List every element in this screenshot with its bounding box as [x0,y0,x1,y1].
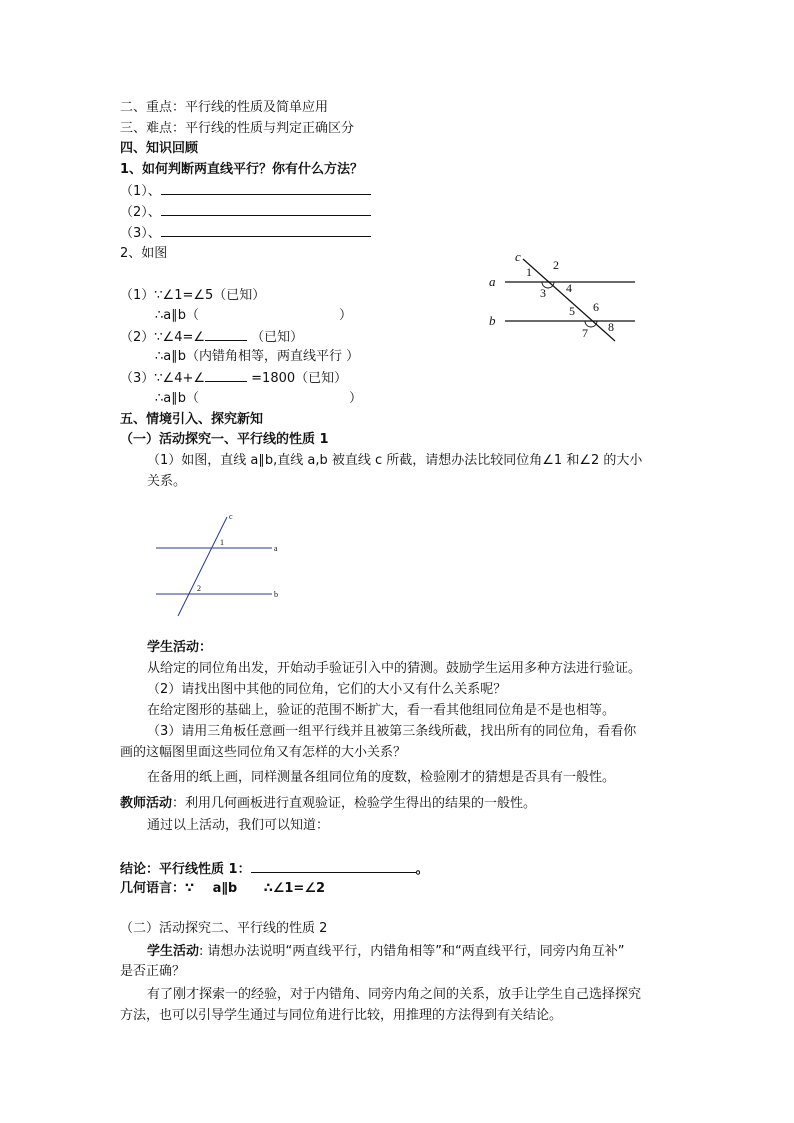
geometry-language-label: 几何语言：∵ [120,881,195,896]
angle-label-4: 4 [566,281,572,295]
teacher-activity-label: 教师活动 [120,796,173,811]
method-3-blank[interactable] [161,225,371,237]
fig2-label-a: a [274,544,278,553]
activity-2-student-line [147,944,624,960]
reason-2-conclusion: ∴a∥b（内错角相等，两直线平行 ） [155,349,360,364]
conclusion-label: 结论：平行线性质 1： [120,862,251,877]
conclusion-period: 。 [415,862,429,877]
activity-2-student-label: 学生活动 [147,944,200,959]
label-b: b [489,313,496,328]
method-3-label: （3）、 [120,226,161,241]
reason-3c-prefix: ∴a∥b（ [155,391,199,406]
angle-label-3: 3 [540,286,546,300]
fig2-angle-2: 2 [197,584,201,593]
method-2-blank[interactable] [161,204,371,216]
method-2-label: （2）、 [120,205,161,220]
activity-1-question-1: （1）如图，直线 a∥b,直线 a,b 被直线 c 所截，请想办法比较同位角∠1 和∠2 的大小 [147,453,643,468]
key-point-line: 二、重点：平行线的性质及简单应用 [120,100,329,115]
activity-1-heading: （一）活动探究一、平行线的性质 1 [120,432,329,447]
activity-2-student-text: : 请想办法说明“两直线平行，内错角相等”和“两直线平行，同旁内角互补” [199,944,625,959]
reason-1-suffix: ） [339,308,353,323]
reason-3-conclusion [155,391,362,407]
teacher-activity-line [120,796,536,812]
angle-label-5: 5 [569,304,575,318]
angle-label-2: 2 [553,258,559,272]
angle-label-6: 6 [593,300,599,314]
activity-1-measure: 在备用的纸上画，同样测量各组同位角的度数，检验刚才的猜想是否具有一般性。 [147,770,616,785]
fig2-label-c: c [229,512,233,521]
student-activity-label: 学生活动： [147,640,213,655]
reason-3-blank[interactable] [205,370,247,382]
line-c [523,259,615,341]
conclusion-blank[interactable] [251,861,416,873]
parallel-lines-figure-8-angles [480,245,640,345]
reason-3-prefix: （3）∵∠4+∠ [120,371,206,386]
activity-2-guidance: 有了刚才探索一的经验，对于内错角、同旁内角之间的关系，放手让学生自己选择探究 [147,987,642,1002]
activity-2-guidance-cont: 方法，也可以引导学生通过与同位角进行比较，用推理的方法得到有关结论。 [120,1008,563,1023]
reason-3c-suffix: ） [349,391,363,406]
method-3-line [120,225,371,242]
geometry-language-given: a∥b [212,881,238,896]
reason-3-suffix: =1800（已知） [251,371,348,386]
parallel-lines-figure-2-angles [150,510,290,620]
method-2-line [120,204,371,221]
label-a: a [489,274,496,289]
question-1: 1、如何判断两直线平行？你有什么方法？ [120,162,364,177]
reason-2-blank[interactable] [205,329,247,341]
activity-1-question-2: （2）请找出图中其他的同位角，它们的大小又有什么关系呢？ [147,682,507,697]
activity-2-heading: （二）活动探究二、平行线的性质 2 [120,921,328,936]
activity-1-question-1-cont: 关系。 [147,474,187,489]
reason-1-prefix: ∴a∥b（ [155,308,199,323]
method-1-label: （1）、 [120,184,161,199]
fig2-angle-1: 1 [220,538,224,547]
difficulty-line: 三、难点：平行线的性质与判定正确区分 [120,121,355,136]
activity-2-question-cont: 是否正确？ [120,964,186,979]
student-activity-text: 从给定的同位角出发，开始动手验证引入中的猜测。鼓励学生运用多种方法进行验证。 [147,661,642,676]
reason-2-suffix: （已知） [251,330,304,345]
activity-1-verify: 在给定图形的基础上，验证的范围不断扩大，看一看其他组同位角是不是也相等。 [147,703,616,718]
reason-2-given [120,329,303,346]
angle-label-1: 1 [526,265,532,279]
label-c: c [515,249,521,264]
fig2-line-c [178,517,227,616]
geometry-language-line [120,881,325,897]
method-1-blank[interactable] [161,183,371,195]
reason-1-conclusion [155,308,352,324]
fig2-label-b: b [274,590,278,599]
reason-2-prefix: （2）∵∠4=∠ [120,330,206,345]
conclusion-line [120,861,429,878]
section-5-heading: 五、情境引入、探究新知 [120,412,264,427]
summary-intro: 通过以上活动，我们可以知道： [147,818,330,833]
teacher-activity-text: ：利用几何画板进行直观验证，检验学生得出的结果的一般性。 [172,796,537,811]
geometry-language-conclusion: ∴∠1=∠2 [263,881,326,896]
method-1-line [120,183,371,200]
angle-label-7: 7 [582,326,588,340]
reason-3-given [120,370,347,387]
question-2: 2、如图 [120,246,168,261]
reason-1-given: （1）∵∠1=∠5（已知） [120,288,266,303]
angle-label-8: 8 [608,320,614,334]
section-review-heading: 四、知识回顾 [120,141,199,156]
activity-1-question-3: （3）请用三角板任意画一组平行线并且被第三条线所截，找出所有的同位角，看看你 [147,724,637,739]
activity-1-question-3-cont: 画的这幅图里面这些同位角又有怎样的大小关系？ [120,745,407,760]
